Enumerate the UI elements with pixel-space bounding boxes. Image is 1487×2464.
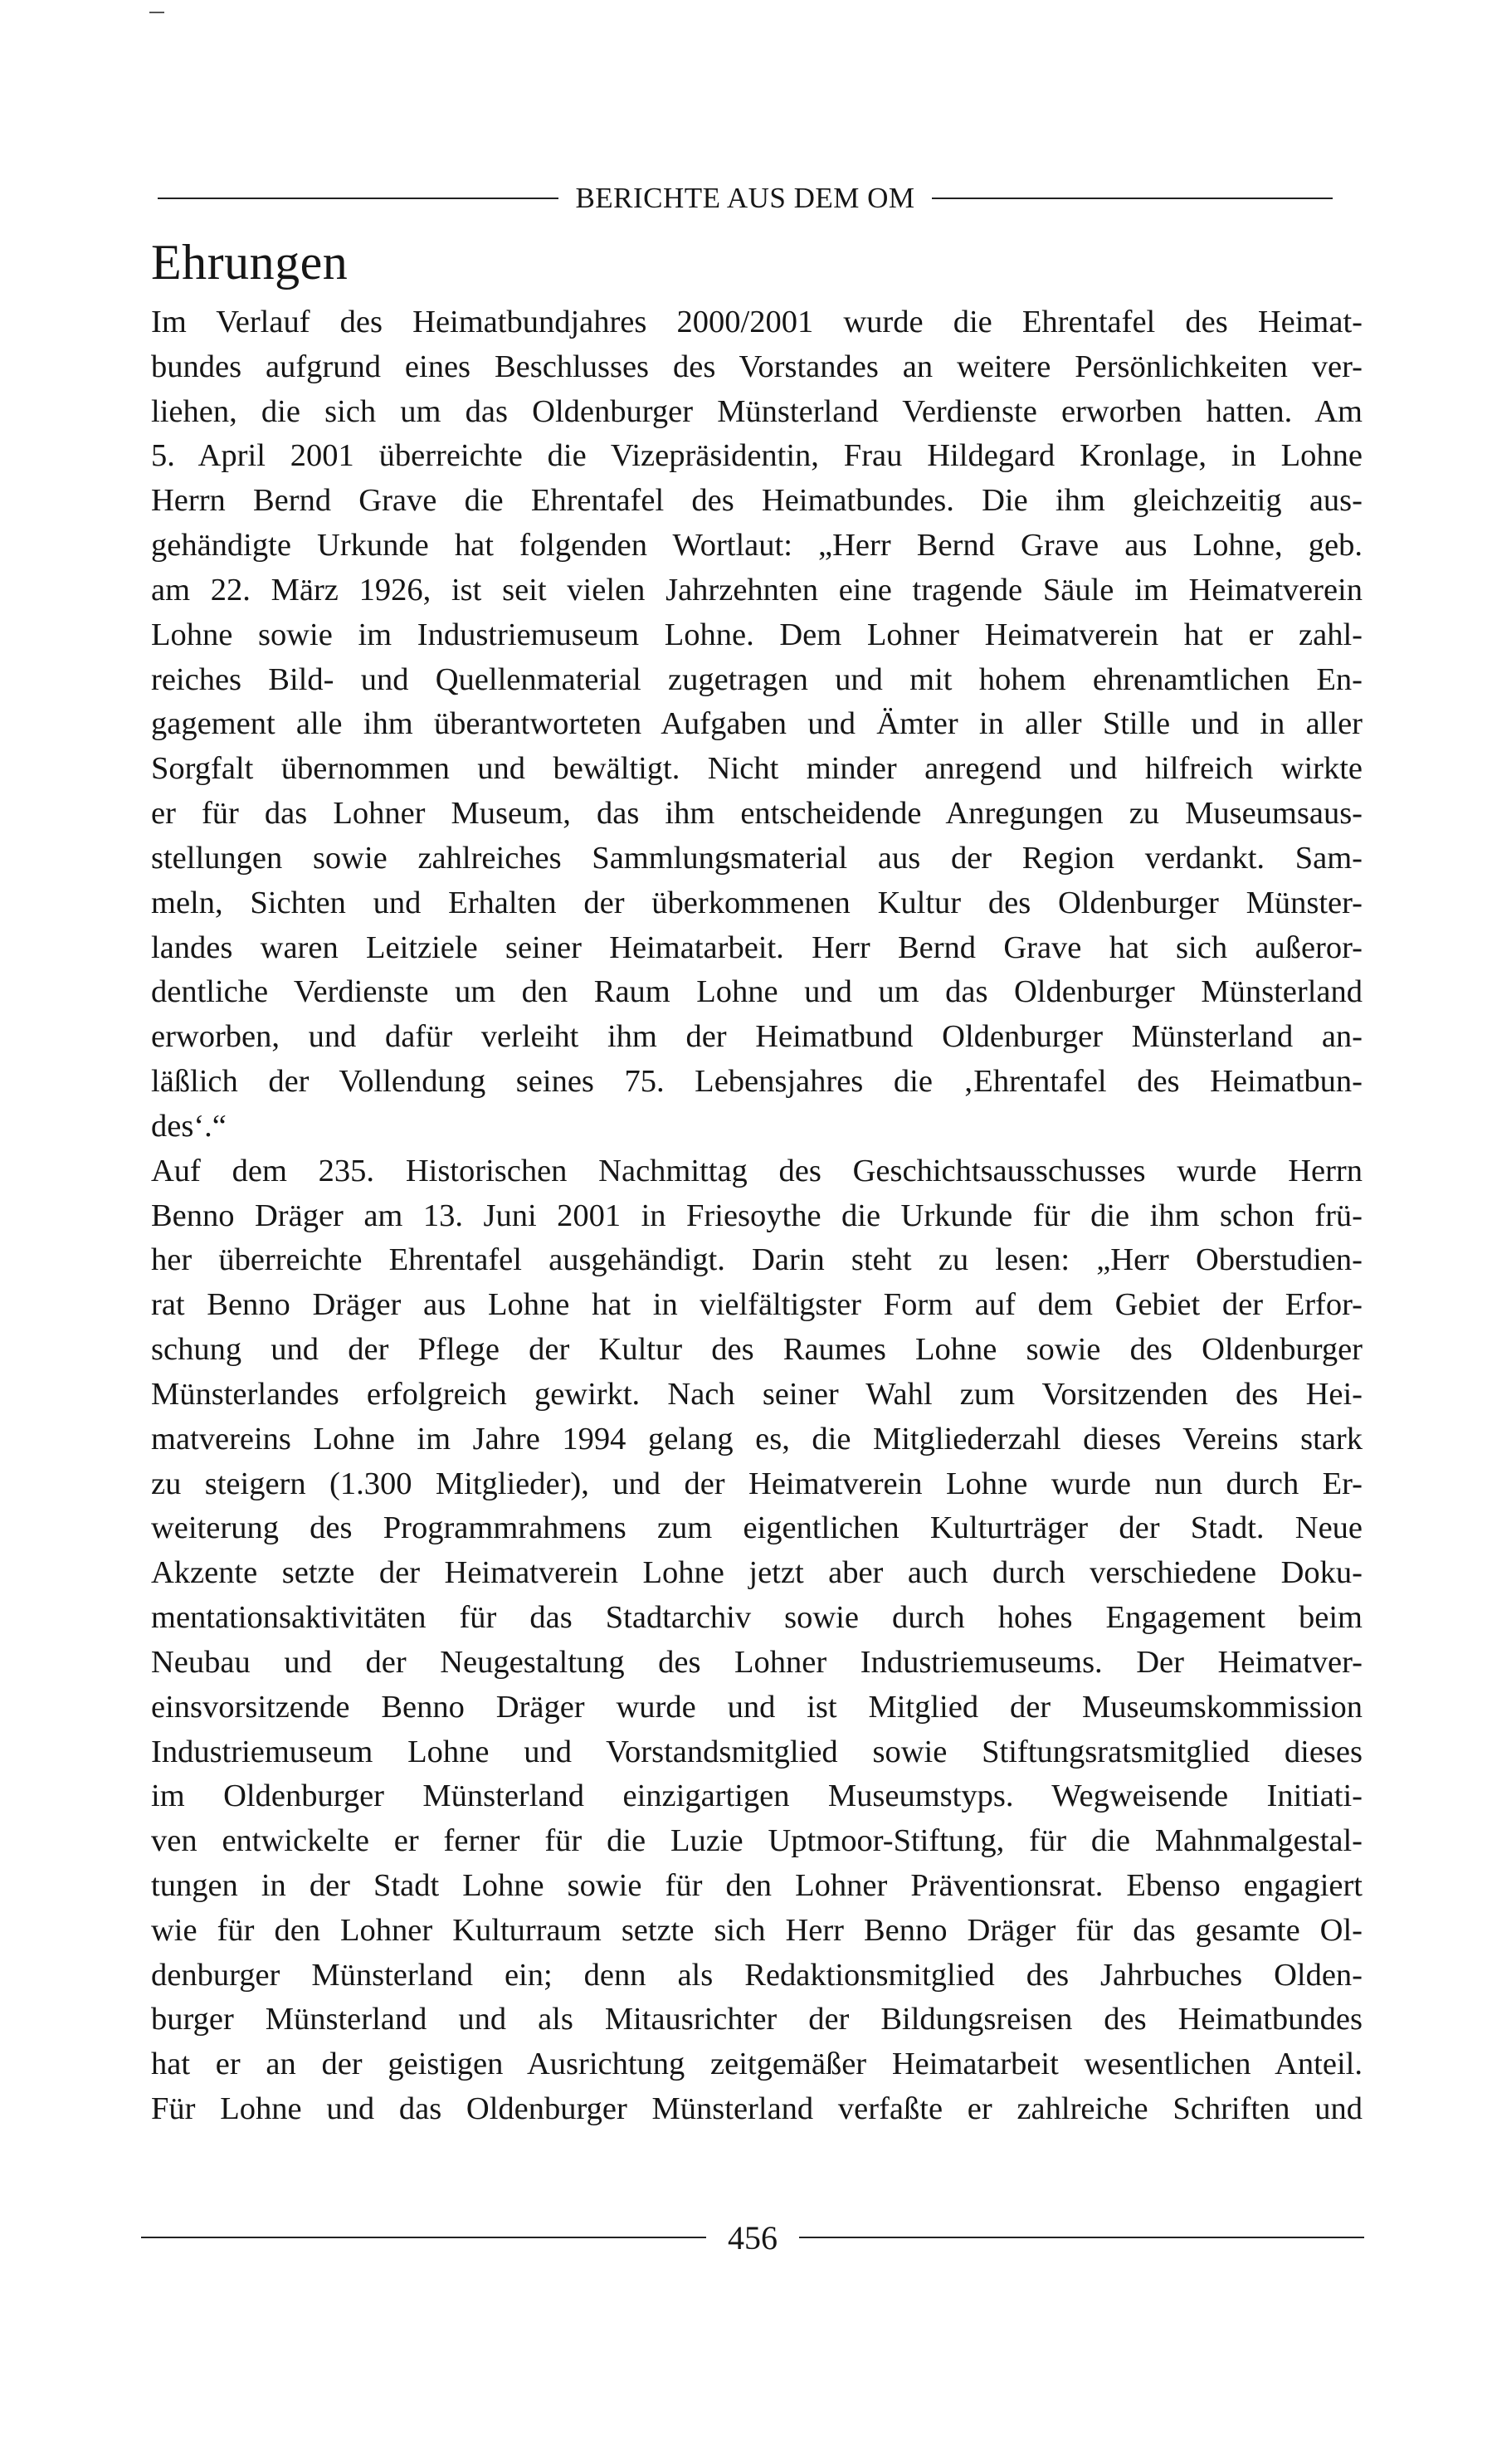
body-line: Auf dem 235. Historischen Nachmittag des Geschichtsausschusses wurde Herrn xyxy=(151,1153,1363,1188)
body-line: gagement alle ihm überantworteten Aufgaben und Ämter in aller Stille und in aller xyxy=(151,706,1363,742)
body-line: liehen, die sich um das Oldenburger Münsterland Verdienste erworben hatten. Am xyxy=(151,393,1363,429)
body-line: rat Benno Dräger aus Lohne hat in vielfältigster Form auf dem Gebiet der Erfor- xyxy=(151,1287,1363,1323)
body-line: Herrn Bernd Grave die Ehrentafel des Heimatbundes. Die ihm gleichzeitig aus- xyxy=(151,483,1363,519)
body-line: her überreichte Ehrentafel ausgehändigt. Darin steht zu lesen: „Herr Oberstudien- xyxy=(151,1242,1363,1278)
body-line: mentationsaktivitäten für das Stadtarchiv sowie durch hohes Engagement beim xyxy=(151,1600,1363,1636)
section-title: Ehrungen xyxy=(151,235,349,290)
body-line: weiterung des Programmrahmens zum eigentlichen Kulturträger der Stadt. Neue xyxy=(151,1510,1363,1546)
body-line: läßlich der Vollendung seines 75. Lebensjahres die ‚Ehrentafel des Heimatbun- xyxy=(151,1064,1363,1100)
body-text xyxy=(151,300,1363,2132)
body-line: Benno Dräger am 13. Juni 2001 in Friesoythe die Urkunde für die ihm schon frü- xyxy=(151,1198,1363,1233)
body-line: schung und der Pflege der Kultur des Raumes Lohne sowie des Oldenburger xyxy=(151,1332,1363,1368)
body-line: Lohne sowie im Industriemuseum Lohne. Dem Lohner Heimatverein hat er zahl- xyxy=(151,617,1363,652)
body-line: gehändigte Urkunde hat folgenden Wortlaut: „Herr Bernd Grave aus Lohne, geb. xyxy=(151,528,1363,564)
body-line: Sorgfalt übernommen und bewältigt. Nicht minder anregend und hilfreich wirkte xyxy=(151,751,1363,787)
body-line: bundes aufgrund eines Beschlusses des Vorstandes an weitere Persönlichkeiten ver- xyxy=(151,349,1363,384)
body-line: wie für den Lohner Kulturraum setzte sich Herr Benno Dräger für das gesamte Ol- xyxy=(151,1912,1363,1948)
body-line: meln, Sichten und Erhalten der überkommenen Kultur des Oldenburger Münster- xyxy=(151,885,1363,920)
body-line: landes waren Leitziele seiner Heimatarbeit. Herr Bernd Grave hat sich außeror- xyxy=(151,929,1363,965)
body-line: matvereins Lohne im Jahre 1994 gelang es, die Mitgliederzahl dieses Vereins stark xyxy=(151,1421,1363,1456)
body-line: Neubau und der Neugestaltung des Lohner Industriemuseums. Der Heimatver- xyxy=(151,1644,1363,1680)
body-line: Münsterlandes erfolgreich gewirkt. Nach seiner Wahl zum Vorsitzenden des Hei- xyxy=(151,1376,1363,1412)
page-number: 456 xyxy=(728,2218,778,2257)
page-footer xyxy=(141,2214,1364,2261)
body-line: Industriemuseum Lohne und Vorstandsmitglied sowie Stiftungsratsmitglied dieses xyxy=(151,1734,1363,1769)
body-line: am 22. März 1926, ist seit vielen Jahrzehnten eine tragende Säule im Heimatverein xyxy=(151,572,1363,607)
body-line: denburger Münsterland ein; denn als Redaktionsmitglied des Jahrbuches Olden- xyxy=(151,1957,1363,1993)
scan-corner-mark xyxy=(149,12,164,13)
body-line: zu steigern (1.300 Mitglieder), und der Heimatverein Lohne wurde nun durch Er- xyxy=(151,1466,1363,1501)
body-line: reiches Bild- und Quellenmaterial zugetragen und mit hohem ehrenamtlichen En- xyxy=(151,661,1363,697)
running-head xyxy=(158,178,1333,219)
footer-rule-right xyxy=(799,2237,1364,2238)
body-line: Für Lohne und das Oldenburger Münsterland verfaßte er zahlreiche Schriften und xyxy=(151,2091,1363,2127)
body-line: ven entwickelte er ferner für die Luzie Uptmoor-Stiftung, für die Mahnmalgestal- xyxy=(151,1823,1363,1859)
body-line: Im Verlauf des Heimatbundjahres 2000/2001 wurde die Ehrentafel des Heimat- xyxy=(151,305,1363,339)
running-head-rule-left xyxy=(158,198,558,199)
body-line: 5. April 2001 überreichte die Vizepräsidentin, Frau Hildegard Kronlage, in Lohne xyxy=(151,438,1363,474)
body-line: des‘.“ xyxy=(151,1108,227,1144)
body-line: dentliche Verdienste um den Raum Lohne und um das Oldenburger Münsterland xyxy=(151,974,1363,1010)
body-line: tungen in der Stadt Lohne sowie für den Lohner Präventionsrat. Ebenso engagiert xyxy=(151,1867,1363,1903)
body-line: hat er an der geistigen Ausrichtung zeitgemäßer Heimatarbeit wesentlichen Anteil. xyxy=(151,2047,1363,2082)
body-line: einsvorsitzende Benno Dräger wurde und ist Mitglied der Museumskommission xyxy=(151,1689,1363,1725)
footer-rule-left xyxy=(141,2237,706,2238)
body-line: Akzente setzte der Heimatverein Lohne jetzt aber auch durch verschiedene Doku- xyxy=(151,1555,1363,1591)
body-line: erworben, und dafür verleiht ihm der Heimatbund Oldenburger Münsterland an- xyxy=(151,1019,1363,1055)
body-line: stellungen sowie zahlreiches Sammlungsmaterial aus der Region verdankt. Sam- xyxy=(151,840,1363,876)
body-line: er für das Lohner Museum, das ihm entscheidende Anregungen zu Museumsaus- xyxy=(151,796,1363,832)
body-line: burger Münsterland und als Mitausrichter der Bildungsreisen des Heimatbundes xyxy=(151,2002,1363,2037)
body-line: im Oldenburger Münsterland einzigartigen Museumstyps. Wegweisende Initiati- xyxy=(151,1778,1363,1814)
running-head-rule-right xyxy=(932,198,1333,199)
running-head-text: BERICHTE AUS DEM OM xyxy=(575,182,915,214)
